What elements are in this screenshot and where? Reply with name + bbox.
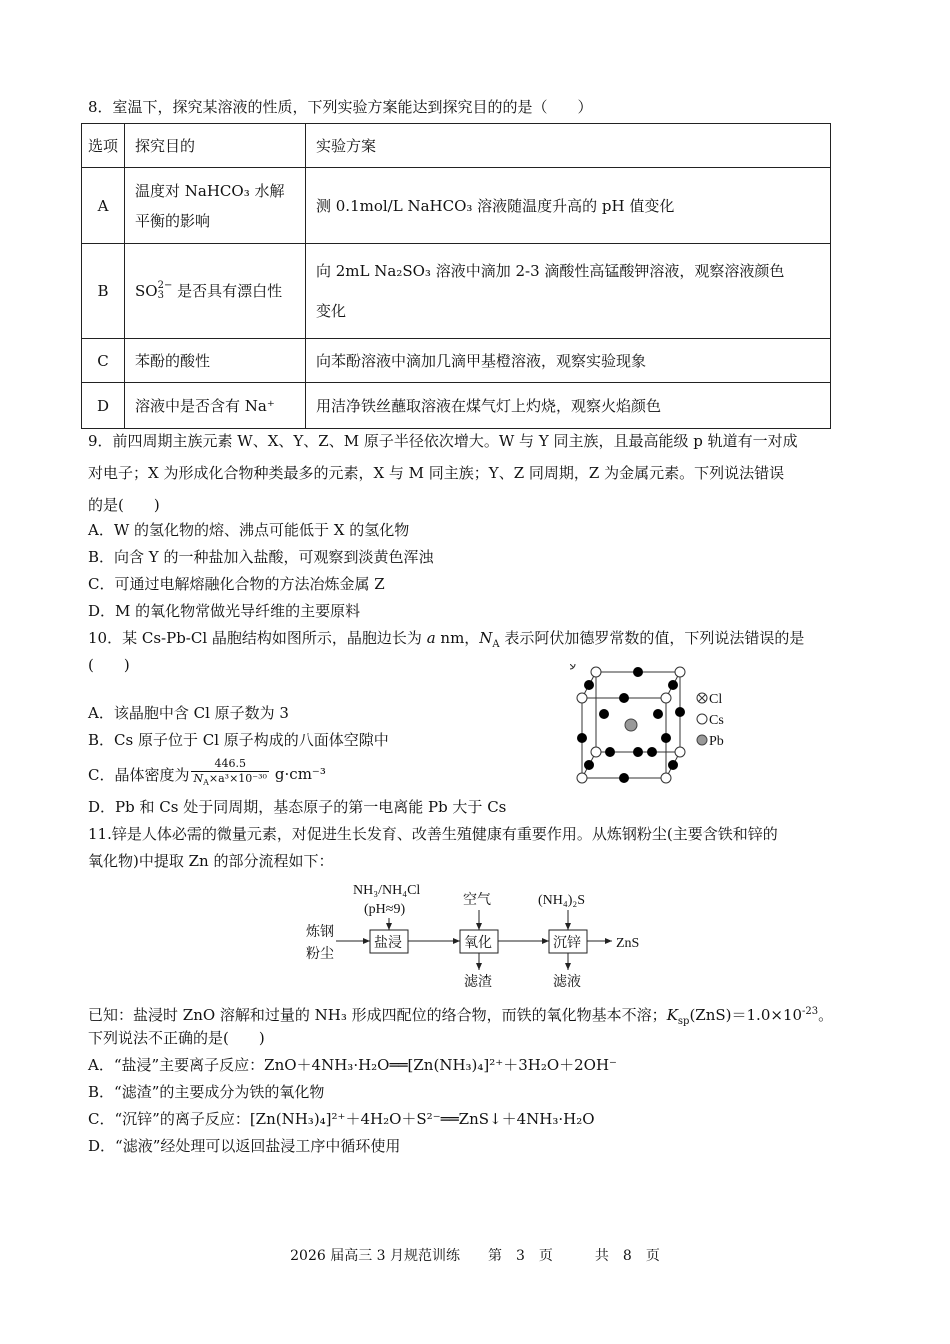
- table-row: [82, 383, 831, 429]
- q10-line-1: [88, 625, 804, 658]
- q9-option-a: A．W 的氢化物的熔、沸点可能低于 X 的氢化物: [88, 521, 410, 539]
- step-3-label: 沉锌: [553, 936, 581, 951]
- table-row: [82, 168, 831, 244]
- step-1-label: 盐浸: [374, 936, 402, 951]
- fraction-denominator: [191, 771, 268, 790]
- q8-table: [81, 123, 831, 429]
- row-option: D: [82, 383, 125, 429]
- row-option: B: [82, 244, 125, 339]
- q10-text: 表示阿伏加德罗常数的值，下列说法错误的是: [499, 629, 805, 647]
- header-plan: 实验方案: [306, 124, 831, 168]
- row-purpose: 溶液中是否含有 Na⁺: [125, 383, 306, 429]
- denominator-text: ×a³×10⁻³⁰: [208, 772, 267, 786]
- row-purpose: [125, 168, 306, 244]
- q10-option-b: B．Cs 原子位于 Cl 原子构成的八面体空隙中: [88, 731, 389, 749]
- table-row: [82, 339, 831, 383]
- pb-atom: [625, 719, 637, 731]
- output-3-label: 滤液: [553, 975, 581, 990]
- superscript: -23: [802, 1006, 819, 1017]
- row-option: C: [82, 339, 125, 383]
- cl-atoms: [570, 664, 575, 669]
- q11-line-2: 氧化物)中提取 Zn 的部分流程如下：: [88, 852, 334, 870]
- process-flow-diagram: [300, 878, 680, 998]
- var-n: N: [479, 629, 493, 647]
- known-text: 。: [818, 1006, 834, 1024]
- q9-line-1: 9．前四周期主族元素 W、X、Y、Z、M 原子半径依次增大。W 与 Y 同主族，且最高能级 p 轨道有一对成: [88, 432, 798, 450]
- legend-cl-label: Cl: [709, 692, 723, 707]
- q9-option-d: D．M 的氧化物常做光导纤维的主要原料: [88, 602, 361, 620]
- subscript: A: [492, 639, 500, 650]
- start-label-2: 粉尘: [306, 947, 334, 962]
- row-plan: 向苯酚溶液中滴加几滴甲基橙溶液，观察实验现象: [306, 339, 831, 383]
- row-purpose: [125, 244, 306, 339]
- known-text: (ZnS)＝1.0×10: [689, 1006, 803, 1024]
- legend-pb-icon: [697, 735, 707, 745]
- q10-option-a: A．该晶胞中含 Cl 原子数为 3: [88, 704, 289, 722]
- row-plan: 用洁净铁丝蘸取溶液在煤气灯上灼烧，观察火焰颜色: [306, 383, 831, 429]
- var-n: N: [193, 772, 204, 786]
- purpose-line: 温度对 NaHCO₃ 水解: [135, 181, 285, 200]
- crystal-cell-diagram: [570, 664, 750, 786]
- reagent-3: (NH₄)₂S: [538, 893, 586, 908]
- density-fraction: [191, 757, 268, 790]
- row-plan: [306, 244, 831, 339]
- header-option: 选项: [82, 124, 125, 168]
- subscript: 3: [157, 290, 164, 301]
- superscript: 2−: [157, 280, 173, 291]
- legend-cs-label: Cs: [709, 713, 724, 728]
- reagent-1-line-2: (pH≈9): [364, 902, 406, 917]
- subscript: sp: [677, 1016, 690, 1027]
- q10-option-c: [88, 754, 326, 794]
- q10-text: nm，: [435, 629, 480, 647]
- reagent-1-line-1: NH₃/NH₄Cl: [353, 883, 421, 898]
- q10-option-d: D．Pb 和 Cs 处于同周期，基态原子的第一电离能 Pb 大于 Cs: [88, 798, 507, 816]
- q9-line-3: 的是( ): [88, 496, 160, 514]
- legend-cs-icon: [697, 714, 707, 724]
- start-label-1: 炼钢: [306, 925, 334, 940]
- step-2-label: 氧化: [464, 936, 492, 951]
- known-text: 已知：盐浸时 ZnO 溶解和过量的 NH₃ 形成四配位的络合物，而铁的氧化物基本不溶；: [88, 1006, 667, 1024]
- page-footer: 2026 届高三 3 月规范训练 第 3 页 共 8 页: [290, 1248, 660, 1264]
- var-k: K: [666, 1006, 678, 1024]
- subscript: A: [203, 778, 209, 788]
- formula-text: SO: [135, 282, 158, 300]
- q10-text: 10．某 Cs-Pb-Cl 晶胞结构如图所示，晶胞边长为: [88, 629, 427, 647]
- plan-line: 向 2mL Na₂SO₃ 溶液中滴加 2-3 滴酸性高锰酸钾溶液，观察溶液颜色: [316, 262, 785, 280]
- table-header-row: [82, 124, 831, 168]
- var-a: a: [426, 629, 436, 647]
- q11-line-3: 下列说法不正确的是( ): [88, 1029, 265, 1047]
- product-label: ZnS: [616, 936, 640, 951]
- row-plan: 测 0.1mol/L NaHCO₃ 溶液随温度升高的 pH 值变化: [306, 168, 831, 244]
- q11-option-b: B．“滤渣”的主要成分为铁的氧化物: [88, 1083, 325, 1101]
- header-purpose: 探究目的: [125, 124, 306, 168]
- q11-option-c: C．“沉锌”的离子反应：[Zn(NH₃)₄]²⁺＋4H₂O＋S²⁻══ZnS↓＋4NH₃·H₂O: [88, 1110, 595, 1128]
- legend-cl-icon: [697, 693, 707, 703]
- q11-line-1: 11.锌是人体必需的微量元素，对促进生长发育、改善生殖健康有重要作用。从炼钢粉尘(主要含铁和锌的: [88, 825, 778, 843]
- legend-pb-label: Pb: [709, 734, 724, 749]
- q10-line-2: ( ): [88, 656, 130, 674]
- output-2-label: 滤渣: [464, 975, 492, 990]
- q8-stem: 8．室温下，探究某溶液的性质，下列实验方案能达到探究目的的是（ ）: [88, 98, 593, 116]
- q11-option-a: A．“盐浸”主要离子反应：ZnO＋4NH₃·H₂O══[Zn(NH₃)₄]²⁺＋3H₂O＋2OH⁻: [88, 1056, 617, 1074]
- density-unit: g·cm⁻³: [274, 765, 326, 783]
- plan-line: 变化: [316, 302, 347, 320]
- row-purpose: 苯酚的酸性: [125, 339, 306, 383]
- q9-option-c: C．可通过电解熔融化合物的方法冶炼金属 Z: [88, 575, 385, 593]
- row-option: A: [82, 168, 125, 244]
- fraction-numerator: 446.5: [214, 757, 246, 771]
- q9-line-2: 对电子；X 为形成化合物种类最多的元素，X 与 M 同主族；Y、Z 同周期，Z 为金属元素。下列说法错误: [88, 464, 785, 482]
- q11-option-d: D．“滤液”经处理可以返回盐浸工序中循环使用: [88, 1137, 401, 1155]
- option-text: C．晶体密度为: [88, 765, 190, 784]
- table-row: [82, 244, 831, 339]
- purpose-text: 是否具有漂白性: [172, 282, 283, 300]
- q9-option-b: B．向含 Y 的一种盐加入盐酸，可观察到淡黄色浑浊: [88, 548, 434, 566]
- purpose-line: 平衡的影响: [135, 211, 211, 230]
- reagent-2: 空气: [463, 893, 491, 908]
